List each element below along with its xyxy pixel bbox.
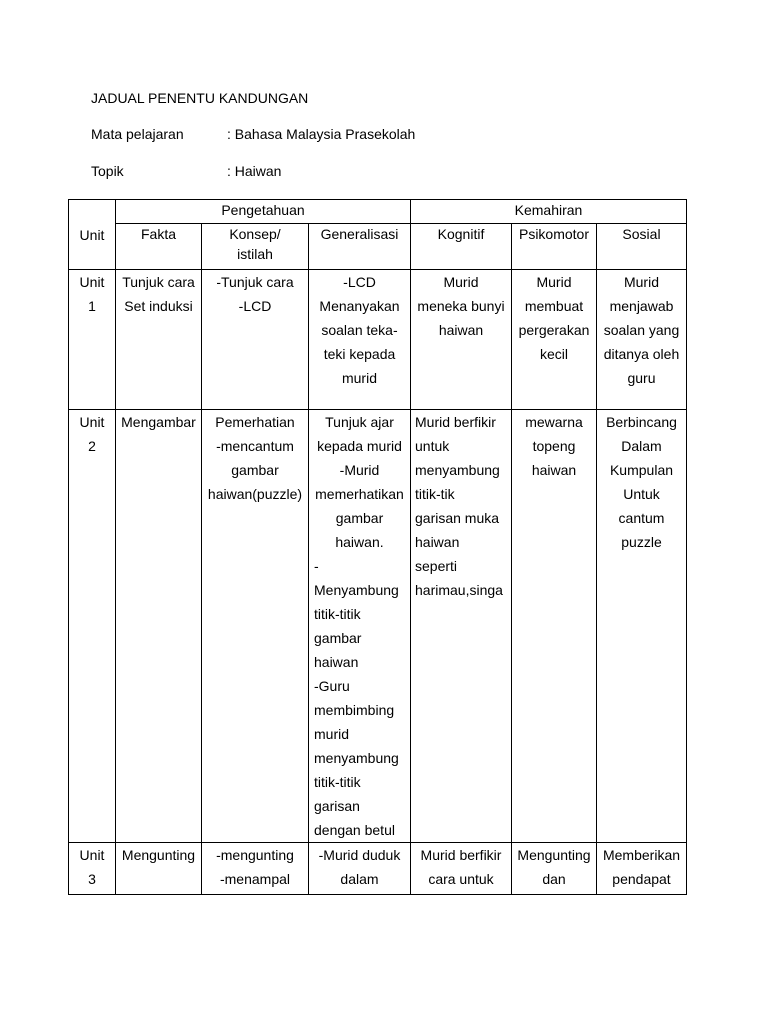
header-pengetahuan: Pengetahuan xyxy=(116,200,411,224)
topic-label: Topik xyxy=(91,163,124,179)
kognitif-cell: Murid berfikir cara untuk xyxy=(411,843,512,895)
document-title: JADUAL PENENTU KANDUNGAN xyxy=(91,90,309,106)
generalisasi-cell: -LCD Menanyakan soalan teka- teki kepada murid xyxy=(309,270,411,410)
table-row xyxy=(69,270,687,410)
sosial-cell: Murid menjawab soalan yang ditanya oleh guru xyxy=(597,270,687,410)
fakta-cell: Tunjuk cara Set induksi xyxy=(116,270,202,410)
topic-value: : Haiwan xyxy=(227,163,282,179)
header-row-groups xyxy=(69,200,687,224)
header-psikomotor: Psikomotor xyxy=(512,224,597,270)
psikomotor-cell: Mengunting dan xyxy=(512,843,597,895)
header-konsep: Konsep/ istilah xyxy=(202,224,309,270)
fakta-cell: Mengunting xyxy=(116,843,202,895)
generalisasi-cell: Tunjuk ajar kepada murid -Murid memerhatikan gambar haiwan. - Menyambung titik-titik gambar haiwan -Guru membimbing murid menyambung titik-titik garisan dengan betul xyxy=(309,410,411,843)
subject-value: : Bahasa Malaysia Prasekolah xyxy=(227,126,416,142)
kognitif-cell: Murid meneka bunyi haiwan xyxy=(411,270,512,410)
header-unit: Unit xyxy=(69,200,116,270)
content-table xyxy=(68,199,687,895)
kognitif-cell: Murid berfikir untuk menyambung titik-tik garisan muka haiwan seperti harimau,singa xyxy=(411,410,512,843)
konsep-cell: -Tunjuk cara -LCD xyxy=(202,270,309,410)
header-row-columns xyxy=(69,224,687,270)
konsep-cell: -mengunting -menampal xyxy=(202,843,309,895)
header-generalisasi: Generalisasi xyxy=(309,224,411,270)
generalisasi-left-block: - Menyambung titik-titik gambar haiwan -Guru membimbing murid menyambung titik-titik garisan dengan betul xyxy=(314,558,399,838)
unit-cell: Unit 2 xyxy=(69,410,116,843)
subject-label: Mata pelajaran xyxy=(91,126,184,142)
header-fakta: Fakta xyxy=(116,224,202,270)
fakta-cell: Mengambar xyxy=(116,410,202,843)
psikomotor-cell: mewarna topeng haiwan xyxy=(512,410,597,843)
header-kognitif: Kognitif xyxy=(411,224,512,270)
generalisasi-cell: -Murid duduk dalam xyxy=(309,843,411,895)
table-row xyxy=(69,410,687,843)
unit-cell: Unit 3 xyxy=(69,843,116,895)
sosial-cell: Berbincang Dalam Kumpulan Untuk cantum puzzle xyxy=(597,410,687,843)
psikomotor-cell: Murid membuat pergerakan kecil xyxy=(512,270,597,410)
konsep-cell: Pemerhatian -mencantum gambar haiwan(puzzle) xyxy=(202,410,309,843)
table-row xyxy=(69,843,687,895)
unit-cell: Unit 1 xyxy=(69,270,116,410)
sosial-cell: Memberikan pendapat xyxy=(597,843,687,895)
header-kemahiran: Kemahiran xyxy=(411,200,687,224)
header-sosial: Sosial xyxy=(597,224,687,270)
